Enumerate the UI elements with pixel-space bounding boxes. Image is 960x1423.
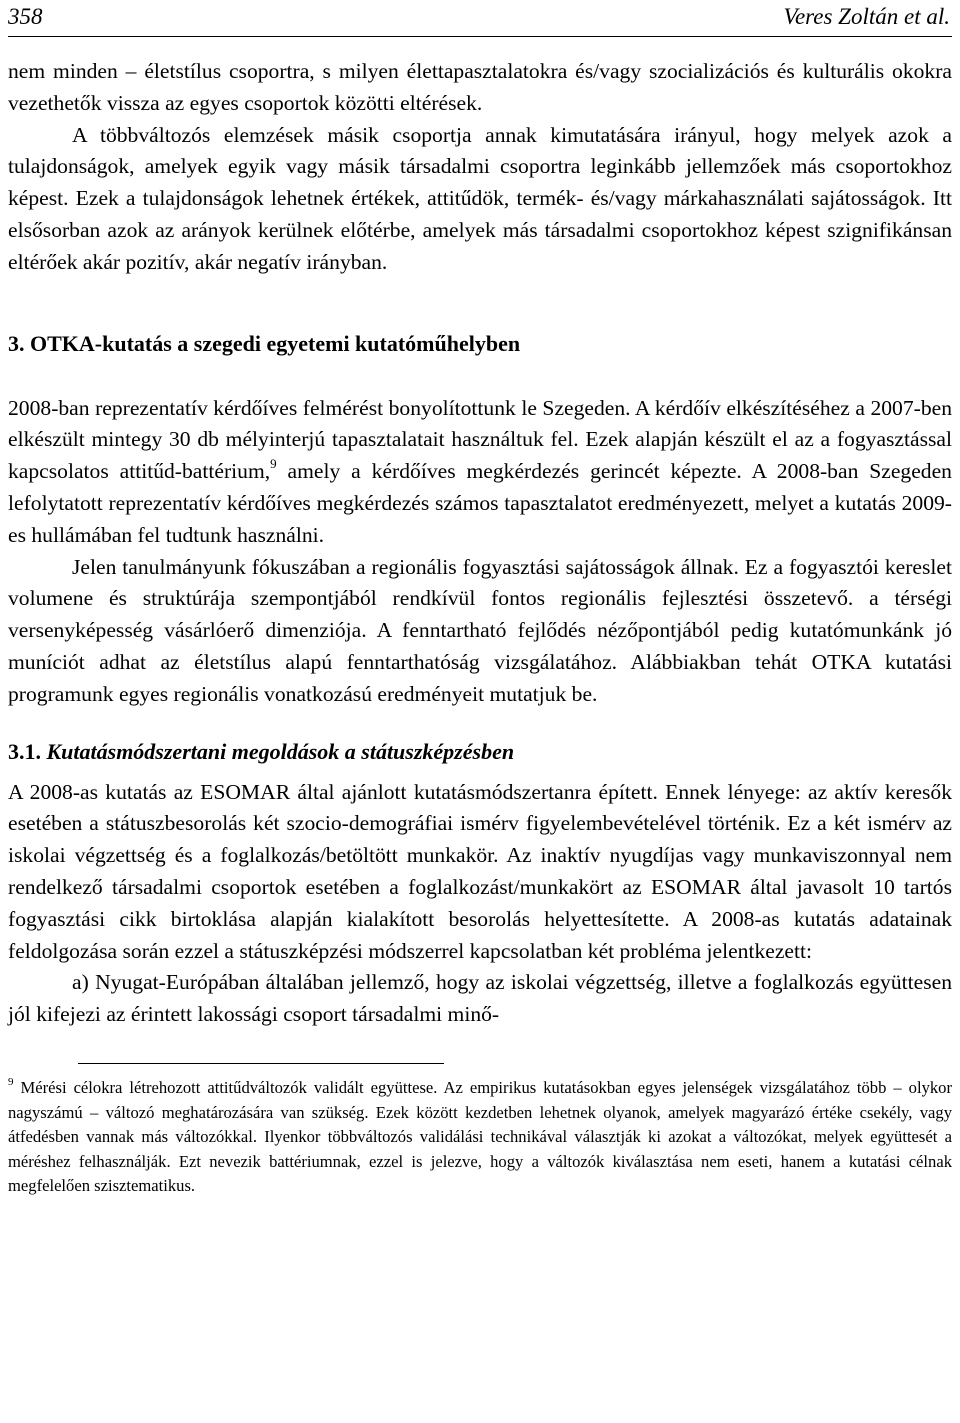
running-title: Veres Zoltán et al. — [783, 4, 950, 29]
header-rule — [8, 36, 952, 37]
section-3-heading: 3. OTKA-kutatás a szegedi egyetemi kutatóműhelyben — [8, 330, 521, 356]
section-3-1-paragraph-2: a) Nyugat-Európában általában jellemző, hogy az iskolai végzettség, illetve a foglalkozás együttesen jól kifejezi az érintett lakossági csoport társadalmi minő- — [8, 970, 952, 1027]
section-3-paragraph-2: Jelen tanulmányunk fókuszában a regionális fogyasztási sajátosságok állnak. Ez a fogyasztói kereslet volumene és struktúrája szempontjából rendkívül fontos regionális fejlesztési összetevő. a térségi versenyképesség vásárlóerő dimenziója. A fenntartható fejlődés nézőpontjából pedig kutatómunkánk jó muníciót adhat az életstílus alapú fenntarthatóság vizsgálatához. Alábbiakban tehát OTKA kutatási programunk egyes regionális vonatkozású eredményeit mutatjuk be. — [8, 554, 952, 706]
page-header — [8, 0, 952, 44]
section-3-paragraph-1-text-a: 2008-ban reprezentatív kérdőíves felmérést bonyolítottunk le Szegeden. A kérdőív elkészítéséhez a 2007-ben elkészült mintegy 30 db mélyinterjú tapasztalatait használtuk fel. Ezek alapján készült el az a fogyasztással kapcsolatos attitűd-battérium, — [8, 395, 952, 484]
footnote-number: 9 — [8, 1075, 14, 1088]
section-3-1-heading — [8, 739, 952, 765]
footnote-reference-9[interactable]: 9 — [270, 456, 277, 472]
intro-paragraph-multivariate: A többváltozós elemzések másik csoportja annak kimutatására irányul, hogy melyek azok a tulajdonságok, amelyek egyik vagy másik társadalmi csoportra leginkább jellemzőek más csoportokhoz képest. Ezek a tulajdonságok lehetnek értékek, attitűdök, termék- és/vagy márkahasználati sajátosságok. Itt elsősorban azok az arányok kerülnek előtérbe, amelyek más társadalmi csoportokhoz képest szignifikánsan eltérőek akár pozitív, akár negatív irányban. — [8, 122, 952, 274]
footnote-text: Mérési célokra létrehozott attitűdváltozók validált együttese. Az empirikus kutatásokban egyes jelenségek vizsgálatához több – olykor nagyszámú – változó meghatározására van szükség. Ezek között kezdetben lehetnek olyanok, amelyek magyarázó értéke csekély, vagy átfedésben vannak más változókkal. Ilyenkor többváltozós validálási technikával választják ki azokat a változókat, melyek együttesét a méréshez felhasználják. Ezt nevezik battériumnak, ezzel is jelezve, hogy a változók kiválasztása nem eseti, hanem a kutatási célnak megfelelően szisztematikus. — [8, 1077, 952, 1196]
section-3-1-title: Kutatásmódszertani megoldások a státuszképzésben — [41, 738, 515, 764]
page-number: 358 — [8, 4, 43, 29]
page — [8, 0, 952, 1199]
section-3-1-number: 3.1. — [8, 738, 41, 764]
section-3-paragraph-1-text-b: amely a kérdőíves megkérdezés gerincét képezte. A 2008-ban Szegeden lefolytatott reprezentatív kérdőíves megkérdezés számos tapasztalatot eredményezett, melyet a kutatás 2009-es hullámában fel tudtunk használni. — [8, 459, 952, 547]
intro-paragraph-continued: nem minden – életstílus csoportra, s milyen élettapasztalatokra és/vagy szocializációs és kulturális okokra vezethetők vissza az egyes csoportok közötti eltérések. — [8, 59, 952, 115]
footnote-9 — [8, 1076, 952, 1199]
section-3-1-paragraph-1: A 2008-as kutatás az ESOMAR által ajánlott kutatásmódszertanra épített. Ennek lényege: az aktív keresők esetében a státuszbesorolás két szocio-demográfiai ismérv figyelembevételével történik. Ez a két ismérv az iskolai végzettség és a foglalkozás/betöltött munkakör. Az inaktív nyugdíjas vagy munkaviszonnyal nem rendelkező társadalmi csoportok esetében a foglalkozást/munkakört az ESOMAR által javasolt 10 tartós fogyasztási cikk birtoklása alapján kialakított besorolás helyettesítette. A 2008-as kutatás adatainak feldolgozása során ezzel a státuszképzési módszerrel kapcsolatban két probléma jelentkezett: — [8, 779, 952, 963]
section-3-paragraph-1 — [8, 393, 952, 552]
